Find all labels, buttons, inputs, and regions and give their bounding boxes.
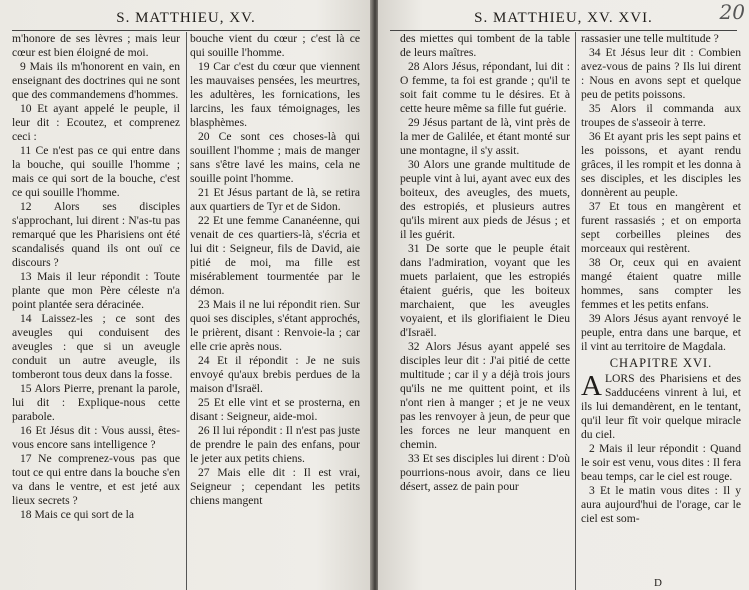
verse: 26 Il lui répondit : Il n'est pas juste de prendre le pain des enfans, pour le jeter aux petits chiens. xyxy=(190,424,360,465)
page-number: 20 xyxy=(719,0,745,24)
signature-mark: D xyxy=(654,577,662,589)
verse: 11 Ce n'est pas ce qui entre dans la bouche, qui souille l'homme ; mais ce qui sort de la bouche, c'est ce qui souille l'homme. xyxy=(12,144,180,199)
left-column-1 xyxy=(12,32,180,522)
verse: 34 Et Jésus leur dit : Combien avez-vous de pains ? Ils lui dirent : Nous en avons sept et quelque peu de petits poissons. xyxy=(581,46,741,101)
verse: 21 Et Jésus partant de là, se retira aux quartiers de Tyr et de Sidon. xyxy=(190,186,360,213)
verse: 12 Alors ses disciples s'approchant, lui dirent : N'as-tu pas remarqué que les Pharisiens ont été scandalisés quand ils ont ouï ce discours ? xyxy=(12,200,180,269)
verse: 13 Mais il leur répondit : Toute plante que mon Père céleste n'a point plantée sera déracinée. xyxy=(12,270,180,311)
running-head: S. MATTHIEU, XV. XVI. xyxy=(474,10,653,26)
verse: 36 Et ayant pris les sept pains et les poissons, et ayant rendu grâces, il les rompit et les donna à ses disciples, et les disciples les donnèrent au peuple. xyxy=(581,130,741,199)
verse: 23 Mais il ne lui répondit rien. Sur quoi ses disciples, s'étant approchés, le prièrent, disant : Renvoie-la ; car elle crie après nous. xyxy=(190,298,360,353)
left-page xyxy=(0,0,372,590)
verse: 25 Et elle vint et se prosterna, en disant : Seigneur, aide-moi. xyxy=(190,396,360,423)
verse-text: LORS des Pharisiens et des Sadducéens vinrent à lui, et ils lui demandèrent, en le tentant, qu'il leur fît voir quelque miracle du ciel. xyxy=(581,372,741,441)
verse: 27 Mais elle dit : Il est vrai, Seigneur ; cependant les petits chiens mangent xyxy=(190,466,360,507)
verse: 2 Mais il leur répondit : Quand le soir est venu, vous dites : Il fera beau temps, car le ciel est rouge. xyxy=(581,442,741,483)
verse: 3 Et le matin vous dites : Il y aura aujourd'hui de l'orage, car le ciel est som- xyxy=(581,484,741,525)
verse: 24 Et il répondit : Je ne suis envoyé qu'aux brebis perdues de la maison d'Israël. xyxy=(190,354,360,395)
verse: 33 Et ses disciples lui dirent : D'où pourrions-nous avoir, dans ce lieu désert, assez de pain pour xyxy=(400,452,570,493)
verse: 37 Et tous en mangèrent et furent rassasiés ; et on emporta sept corbeilles pleines des morceaux qui restèrent. xyxy=(581,200,741,255)
right-column-1 xyxy=(400,32,570,494)
header-rule xyxy=(12,30,360,31)
verse: 15 Alors Pierre, prenant la parole, lui dit : Explique-nous cette parabole. xyxy=(12,382,180,423)
chapter-heading: CHAPITRE XVI. xyxy=(609,356,713,370)
verse: 19 Car c'est du cœur que viennent les mauvaises pensées, les meurtres, les adultères, les fornications, les larcins, les faux témoignages, les blasphèmes. xyxy=(190,60,360,129)
verse: des miettes qui tombent de la table de leurs maîtres. xyxy=(400,32,570,59)
verse: 16 Et Jésus dit : Vous aussi, êtes-vous encore sans intelligence ? xyxy=(12,424,180,451)
column-rule xyxy=(186,32,187,590)
verse: 31 De sorte que le peuple était dans l'admiration, voyant que les muets parlaient, que les estropiés étaient guéris, que les boiteux marchaient, que les aveugles voyaient, et ils glorifiaient le Dieu d'Israël. xyxy=(400,242,570,339)
verse: 39 Alors Jésus ayant renvoyé le peuple, entra dans une barque, et il vint au territoire de Magdala. xyxy=(581,312,741,353)
drop-cap: A xyxy=(581,370,602,402)
running-head: S. MATTHIEU, XV. xyxy=(116,10,256,26)
verse: 20 Ce sont ces choses-là qui souillent l'homme ; mais de manger sans s'être lavé les mains, cela ne souille point l'homme. xyxy=(190,130,360,185)
verse: m'honore de ses lèvres ; mais leur cœur est bien éloigné de moi. xyxy=(12,32,180,59)
verse: 28 Alors Jésus, répondant, lui dit : O femme, ta foi est grande ; qu'il te soit fait comme tu le désires. Et à cette heure même sa fille fut guérie. xyxy=(400,60,570,115)
verse: 38 Or, ceux qui en avaient mangé étaient quatre mille hommes, sans compter les femmes et les petits enfans. xyxy=(581,256,741,311)
verse: 9 Mais ils m'honorent en vain, en enseignant des doctrines qui ne sont que des commandemens d'hommes. xyxy=(12,60,180,101)
verse: 30 Alors une grande multitude de peuple vint à lui, ayant avec eux des boiteux, des aveugles, des muets, des estropiés, et plusieurs autres qu'ils mirent aux pieds de Jésus ; et il les guérit. xyxy=(400,158,570,241)
verse: 10 Et ayant appelé le peuple, il leur dit : Ecoutez, et comprenez ceci : xyxy=(12,102,180,143)
column-rule xyxy=(575,32,576,590)
verse: bouche vient du cœur ; c'est là ce qui souille l'homme. xyxy=(190,32,360,59)
verse: 35 Alors il commanda aux troupes de s'asseoir à terre. xyxy=(581,102,741,129)
verse: 22 Et une femme Cananéenne, qui venait de ces quartiers-là, s'écria et lui dit : Seigneur, fils de David, aie pitié de moi, ma fille est misérablement tourmentée par le démon. xyxy=(190,214,360,297)
verse: 17 Ne comprenez-vous pas que tout ce qui entre dans la bouche s'en va dans le ventre, et est jeté aux lieux secrets ? xyxy=(12,452,180,507)
header-rule xyxy=(390,30,737,31)
verse-group xyxy=(581,442,741,526)
right-page xyxy=(378,0,749,590)
chapter-opening xyxy=(581,372,741,442)
verse: rassasier une telle multitude ? xyxy=(581,32,719,45)
verse: 29 Jésus partant de là, vint près de la mer de Galilée, et étant monté sur une montagne, il s'y assit. xyxy=(400,116,570,157)
right-column-2 xyxy=(581,32,741,526)
verse: 18 Mais ce qui sort de la xyxy=(20,508,134,521)
verse-group xyxy=(581,32,741,354)
verse: 14 Laissez-les ; ce sont des aveugles qui conduisent des aveugles : que si un aveugle conduit un autre aveugle, ils tomberont tous deux dans la fosse. xyxy=(12,312,180,381)
left-column-2 xyxy=(190,32,360,508)
verse: 32 Alors Jésus ayant appelé ses disciples leur dit : J'ai pitié de cette multitude ; car il y a déjà trois jours qu'ils ne me quittent point, et ils n'ont rien à manger ; et je ne veux pas les renvoyer à jeun, de peur que les forces ne leur manquent en chemin. xyxy=(400,340,570,451)
